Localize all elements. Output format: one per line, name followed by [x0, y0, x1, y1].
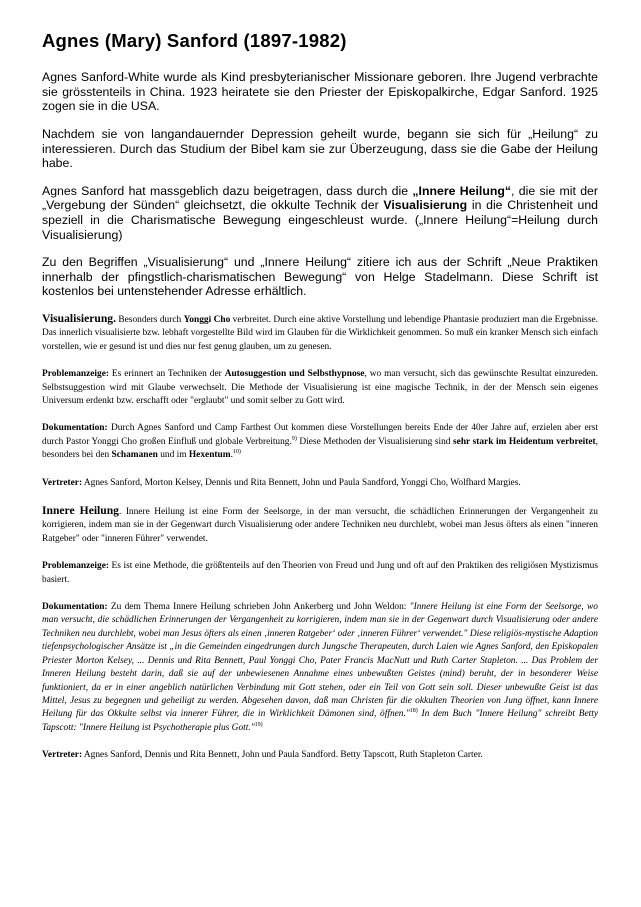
visualisierung-definition: Visualisierung. Besonders durch Yonggi Cho verbreitet. Durch eine aktive Vorstellung und lebendige Phantasie produziert man die Ergebnisse. Das innerlich visualisierte bzw. lebhaft vorgestellte Bild wird im Glauben für die Wirklichkeit genommen. So muß ein kranker Mensch sich einfach vorstellen, wie er gesund ist und dies nur fest genug glauben, um zu genesen.	[42, 311, 598, 352]
tapscott-quote: In dem Buch "Innere Heilung" schreibt Betty Tapscott: "Innere Heilung ist Psychotherapie plus Gott."	[42, 709, 599, 733]
intro-paragraph-3: Agnes Sanford hat massgeblich dazu beigetragen, dass durch die „Innere Heilung“, die sie mit der „Vergebung der Sünden“ gleichsetzt, die okkulte Technik der Visualisierung in die Christenheit und speziell in die Charismatische Bewegung eingeschleust wurde. („Innere Heilung“=Heilung durch Visualisierung)	[42, 183, 598, 242]
footnote-19: 19)	[254, 721, 263, 728]
intro-paragraph-2: Nachdem sie von langandauernder Depression geheilt wurde, begann sie sich für „Heilung“ zu interessieren. Durch das Studium der Bibel kam sie zur Überzeugung, dass sie die Gabe der Heilung habe.	[42, 127, 598, 171]
footnote-18: 18)	[409, 708, 418, 715]
innere-heilung-problemanzeige: Problemanzeige: Es ist eine Methode, die größtenteils auf den Theorien von Freud und Jung und oft auf den Praktiken des religiösen Mystizismus basiert.	[42, 561, 598, 585]
innere-heilung-definition: Innere Heilung. Innere Heilung ist eine Form der Seelsorge, in der man versucht, die schädlichen Erinnerungen der Vergangenheit zu korrigieren, indem man sie in der Gegenwart durch Visualisierung oder andere Techniken neu durchlebt, wobei man Jesus öfters als einen "inneren Ratgeber" oder "inneren Führer" verwendet.	[42, 504, 598, 544]
document-page	[42, 30, 598, 771]
term-visualisierung: Visualisierung	[383, 198, 468, 213]
innere-heilung-vertreter: Vertreter: Agnes Sanford, Dennis und Rita Bennett, John und Paula Sandford. Betty Tapscott, Ruth Stapleton Carter.	[42, 750, 483, 761]
visualisierung-vertreter: Vertreter: Agnes Sanford, Morton Kelsey, Dennis und Rita Bennett, John und Paula Sandford, Yonggi Cho, Wolfhard Margies.	[42, 477, 521, 488]
page-title: Agnes (Mary) Sanford (1897-1982)	[42, 30, 347, 51]
innere-heilung-heading: Innere Heilung	[42, 504, 119, 518]
intro-paragraph-4: Zu den Begriffen „Visualisierung“ und „Innere Heilung“ zitiere ich aus der Schrift „Neue Praktiken innerhalb der pfingstlich-charismatischen Bewegung“ von Helge Stadelmann. Diese Schrift ist kostenlos bei untenstehender Adresse erhältlich.	[42, 255, 598, 299]
term-innere-heilung: „Innere Heilung“	[412, 183, 512, 198]
visualisierung-heading: Visualisierung.	[42, 311, 116, 325]
footnote-10: 10)	[232, 449, 241, 456]
visualisierung-dokumentation: Dokumentation: Durch Agnes Sanford und Camp Farthest Out kommen diese Vorstellungen bereits Ende der 40er Jahre auf, erzielen aber erst durch Pastor Yonggi Cho großen Einfluß und globale Verbreitung.$^{9)}$ Diese Methoden der Visualisierung sind sehr stark im Heidentum verbreitet, besonders bei den Schamanen und im Hexentum.$^{10)}$	[42, 423, 598, 461]
intro-paragraph-1: Agnes Sanford-White wurde als Kind presbyterianischer Missionare geboren. Ihre Jugend verbrachte sie grösstenteils in China. 1923 heiratete sie den Priester der Episkopalkirche, Edgar Sanford. 1925 zogen sie in die USA.	[42, 70, 598, 114]
innere-heilung-dokumentation: Dokumentation: Zu dem Thema Innere Heilung schrieben John Ankerberg und John Weldon: "Innere Heilung ist eine Form der Seelsorge, wo man versucht, die schädlichen Erinnerungen der Vergangenheit zu korrigieren, indem man sie in der Gegenwart durch Visualisierung oder andere Techniken neu durchlebt, wobei man Jesus öfters als einen ‚inneren Ratgeber‘ oder ‚inneren Führer‘ verwendet." Diese religiös-mystische Adaption tiefenpsychologischer Ansätze ist „in die Gemeinden eingedrungen durch Jungsche Therapeuten, durch Laien wie Agnes Sanford, den Episkopalen Priester Morton Kelsey, ... Dennis und Rita Bennett, Paul Yonggi Cho, Pater Francis MacNutt und Ruth Carter Stapleton. ... Das Problem der Inneren Heilung besteht darin, daß sie auf der unbewiesenen Annahme eines unbewußten Geistes (mind) beruht, der in besonderer Weise funktioniert, da er in einer angeblich natürlichen Verbindung mit Gott stehen, oder ein Teil von Gott sein soll. Dieser unbewußte Geist ist das Mittel, Jesus zu begegnen und geheiligt zu werden. Abgesehen davon, daß man Christen für die okkulten Theorien von Jung öffnet, kann Innere Heilung für das Okkulte selbst via innerer Führer, die in Wirklichkeit Dämonen sind, öffnen."$^{18)}$ In dem Buch "Innere Heilung" schreibt Betty Tapscott: "Innere Heilung ist Psychotherapie plus Gott."$^{19)}$	[42, 602, 599, 733]
visualisierung-problemanzeige: Problemanzeige: Es erinnert an Techniken der Autosuggestion und Selbsthypnose, wo man versucht, sich das gewünschte Resultat einzureden. Selbstsuggestion wird mit Glaube verwechselt. Die Methode der Visualisierung ist eine magische Technik, in der der Mensch sein eigenes Universum erdenkt bzw. erschafft oder "erglaubt" und somit selber zu Gott wird.	[42, 369, 598, 407]
ankerberg-quote: "Innere Heilung ist eine Form der Seelsorge, wo man versucht, die schädlichen Erinnerungen der Vergangenheit zu korrigieren, indem man sie in der Gegenwart durch Visualisierung oder andere Techniken neu durchlebt, wobei man Jesus öfters als einen ‚inneren Ratgeber‘ oder ‚inneren Führer‘ verwendet." Diese religiös-mystische Adaption tiefenpsychologischer Ansätze ist „in die Gemeinden eingedrungen durch Jungsche Therapeuten, durch Laien wie Agnes Sanford, den Episkopalen Priester Morton Kelsey, ... Dennis und Rita Bennett, Paul Yonggi Cho, Pater Francis MacNutt und Ruth Carter Stapleton. ... Das Problem der Inneren Heilung besteht darin, daß sie auf der unbewiesenen Annahme eines unbewußten Geistes (mind) beruht, der in besonderer Weise funktioniert, da er in einer angeblich natürlichen Verbindung mit Gott stehen, oder ein Teil von Gott sein soll. Dieser unbewußte Geist ist das Mittel, Jesus zu begegnen und geheiligt zu werden. Abgesehen davon, daß man Christen für die okkulten Theorien von Jung öffnet, kann Innere Heilung für das Okkulte selbst via innerer Führer, die in Wirklichkeit Dämonen sind, öffnen."	[42, 602, 598, 720]
footnote-9: 9)	[291, 435, 297, 442]
